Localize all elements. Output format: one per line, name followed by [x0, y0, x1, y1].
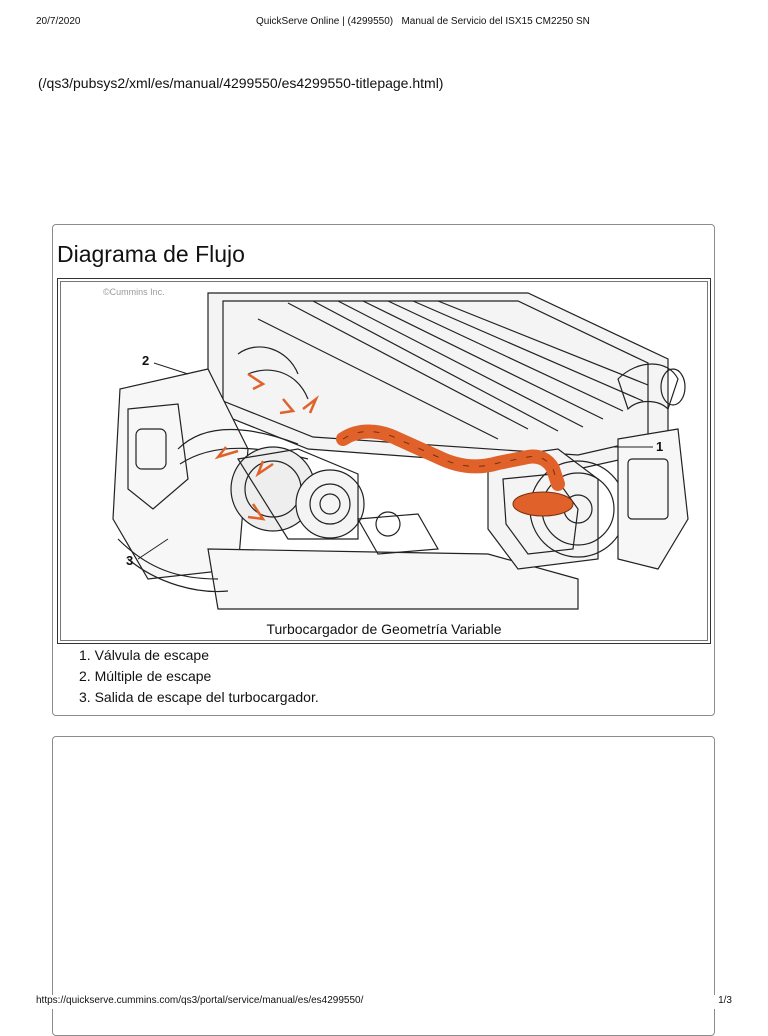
- print-date: 20/7/2020: [36, 16, 81, 27]
- callout-1: 1: [656, 439, 664, 454]
- engine-figure: [57, 278, 711, 644]
- engine-line-art: [113, 293, 688, 609]
- print-header: [0, 16, 768, 30]
- figure-watermark: ©Cummins Inc.: [103, 287, 165, 297]
- titlepage-link[interactable]: (/qs3/pubsys2/xml/es/manual/4299550/es4299550-titlepage.html): [38, 75, 444, 91]
- figure-caption: Turbocargador de Geometría Variable: [266, 621, 502, 637]
- print-footer: [0, 995, 768, 1009]
- figure-legend: [79, 645, 319, 708]
- legend-item: 3. Salida de escape del turbocargador.: [79, 689, 319, 705]
- engine-illustration: [58, 279, 710, 619]
- page-number: 1/3: [718, 995, 732, 1006]
- legend-item: 1. Válvula de escape: [79, 647, 209, 663]
- callout-2: 2: [142, 353, 150, 368]
- print-title: QuickServe Online | (4299550) Manual de Servicio del ISX15 CM2250 SN: [256, 16, 590, 27]
- next-section-card: [52, 736, 715, 1036]
- flow-diagram-card: [52, 224, 715, 716]
- section-title: Diagrama de Flujo: [57, 241, 245, 267]
- legend-item: 2. Múltiple de escape: [79, 668, 212, 684]
- print-url: https://quickserve.cummins.com/qs3/portal/service/manual/es/es4299550/: [36, 995, 364, 1006]
- callout-3: 3: [126, 553, 134, 568]
